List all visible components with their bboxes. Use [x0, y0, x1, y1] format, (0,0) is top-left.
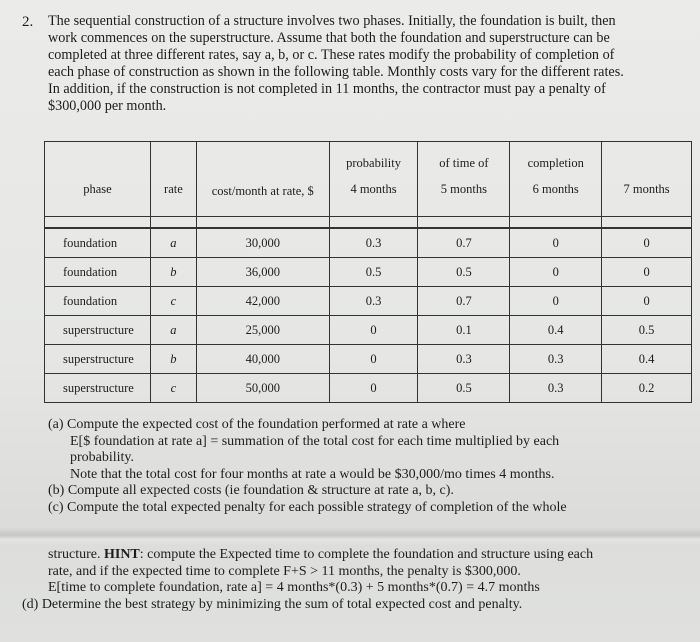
part-b-line: (b) Compute all expected costs (ie foundation & structure at rate a, b, c). — [48, 483, 454, 498]
question-number: 2. — [22, 14, 34, 30]
cell-m4: 0 — [329, 374, 418, 403]
cell-cost: 42,000 — [196, 287, 329, 316]
probability-table — [44, 141, 692, 403]
header-cell: cost/month at rate, $ — [196, 142, 329, 217]
cell-m4: 0 — [329, 316, 418, 345]
cell-rate: c — [150, 287, 196, 316]
part-d-line: (d) Determine the best strategy by minimizing the sum of total expected cost and penalty. — [22, 596, 523, 612]
cell-cost: 25,000 — [196, 316, 329, 345]
cell-m7: 0 — [602, 287, 692, 316]
intro-line: each phase of construction as shown in the following table. Monthly costs vary for the different rates. — [48, 64, 624, 80]
part-c-line: (c) Compute the total expected penalty for each possible strategy of completion of the whole — [48, 499, 567, 515]
intro-line: $300,000 per month. — [48, 98, 167, 114]
cell-m6: 0.4 — [510, 316, 602, 345]
table-row — [45, 345, 692, 374]
table-row — [45, 258, 692, 287]
cell-cost: 36,000 — [196, 258, 329, 287]
cell-m4: 0 — [329, 345, 418, 374]
cell-m7: 0.2 — [602, 374, 692, 403]
part-a-line: probability. — [70, 450, 135, 465]
part-c-line: rate, and if the expected time to complete F+S > 11 months, the penalty is $300,000. — [48, 563, 521, 579]
cell-m4: 0.5 — [329, 258, 418, 287]
table-spacer-row — [45, 217, 692, 229]
cell-rate: b — [150, 345, 196, 374]
problem-intro — [48, 13, 688, 115]
cell-cost: 50,000 — [196, 374, 329, 403]
table-row — [45, 228, 692, 258]
cell-rate: a — [150, 228, 196, 258]
header-cell: completion 6 months — [510, 142, 602, 217]
table-row — [45, 287, 692, 316]
part-c-d — [22, 547, 682, 613]
part-c-line: E[time to complete foundation, rate a] = 4 months*(0.3) + 5 months*(0.7) = 4.7 months — [48, 580, 540, 595]
paper-crease — [0, 527, 700, 545]
intro-line: The sequential construction of a structure involves two phases. Initially, the foundation is built, then — [48, 13, 616, 29]
cell-cost: 40,000 — [196, 345, 329, 374]
cell-phase: superstructure — [45, 374, 151, 403]
cell-cost: 30,000 — [196, 228, 329, 258]
table-row — [45, 316, 692, 345]
cell-m6: 0.3 — [510, 345, 602, 374]
intro-line: In addition, if the construction is not completed in 11 months, the contractor must pay a penalty of — [48, 81, 606, 97]
header-cell: rate — [150, 142, 196, 217]
cell-rate: c — [150, 374, 196, 403]
header-cell: of time of 5 months — [418, 142, 510, 217]
cell-m5: 0.7 — [418, 287, 510, 316]
part-a-line: (a) Compute the expected cost of the foundation performed at rate a where — [48, 417, 466, 432]
intro-line: completed at three different rates, say a, b, or c. These rates modify the probability of completion of — [48, 47, 615, 63]
cell-m5: 0.7 — [418, 228, 510, 258]
cell-m5: 0.3 — [418, 345, 510, 374]
hint-label: HINT — [103, 547, 140, 562]
header-cell: 7 months — [602, 142, 692, 217]
cell-phase: foundation — [45, 228, 151, 258]
cell-rate: a — [150, 316, 196, 345]
cell-m7: 0.4 — [602, 345, 692, 374]
cell-m7: 0.5 — [602, 316, 692, 345]
table-row — [45, 374, 692, 403]
part-a-line: Note that the total cost for four months at rate a would be $30,000/mo times 4 months. — [70, 466, 555, 482]
cell-m5: 0.5 — [418, 258, 510, 287]
table-header-row — [45, 142, 692, 217]
cell-rate: b — [150, 258, 196, 287]
cell-phase: foundation — [45, 258, 151, 287]
header-cell: phase — [45, 142, 151, 217]
cell-m6: 0 — [510, 228, 602, 258]
header-cell: probability 4 months — [329, 142, 418, 217]
cell-phase: superstructure — [45, 345, 151, 374]
cell-m6: 0 — [510, 287, 602, 316]
part-c-line: structure. HINT: compute the Expected time to complete the foundation and structure using each — [48, 547, 594, 562]
part-a-line: E[$ foundation at rate a] = summation of the total cost for each time multiplied by each — [70, 433, 560, 449]
cell-m4: 0.3 — [329, 228, 418, 258]
cell-m7: 0 — [602, 228, 692, 258]
cell-m6: 0.3 — [510, 374, 602, 403]
cell-m4: 0.3 — [329, 287, 418, 316]
cell-m7: 0 — [602, 258, 692, 287]
part-a-b — [48, 417, 688, 516]
cell-m5: 0.5 — [418, 374, 510, 403]
cell-phase: foundation — [45, 287, 151, 316]
cell-m5: 0.1 — [418, 316, 510, 345]
intro-line: work commences on the superstructure. Assume that both the foundation and superstructure can be — [48, 30, 610, 46]
cell-m6: 0 — [510, 258, 602, 287]
cell-phase: superstructure — [45, 316, 151, 345]
